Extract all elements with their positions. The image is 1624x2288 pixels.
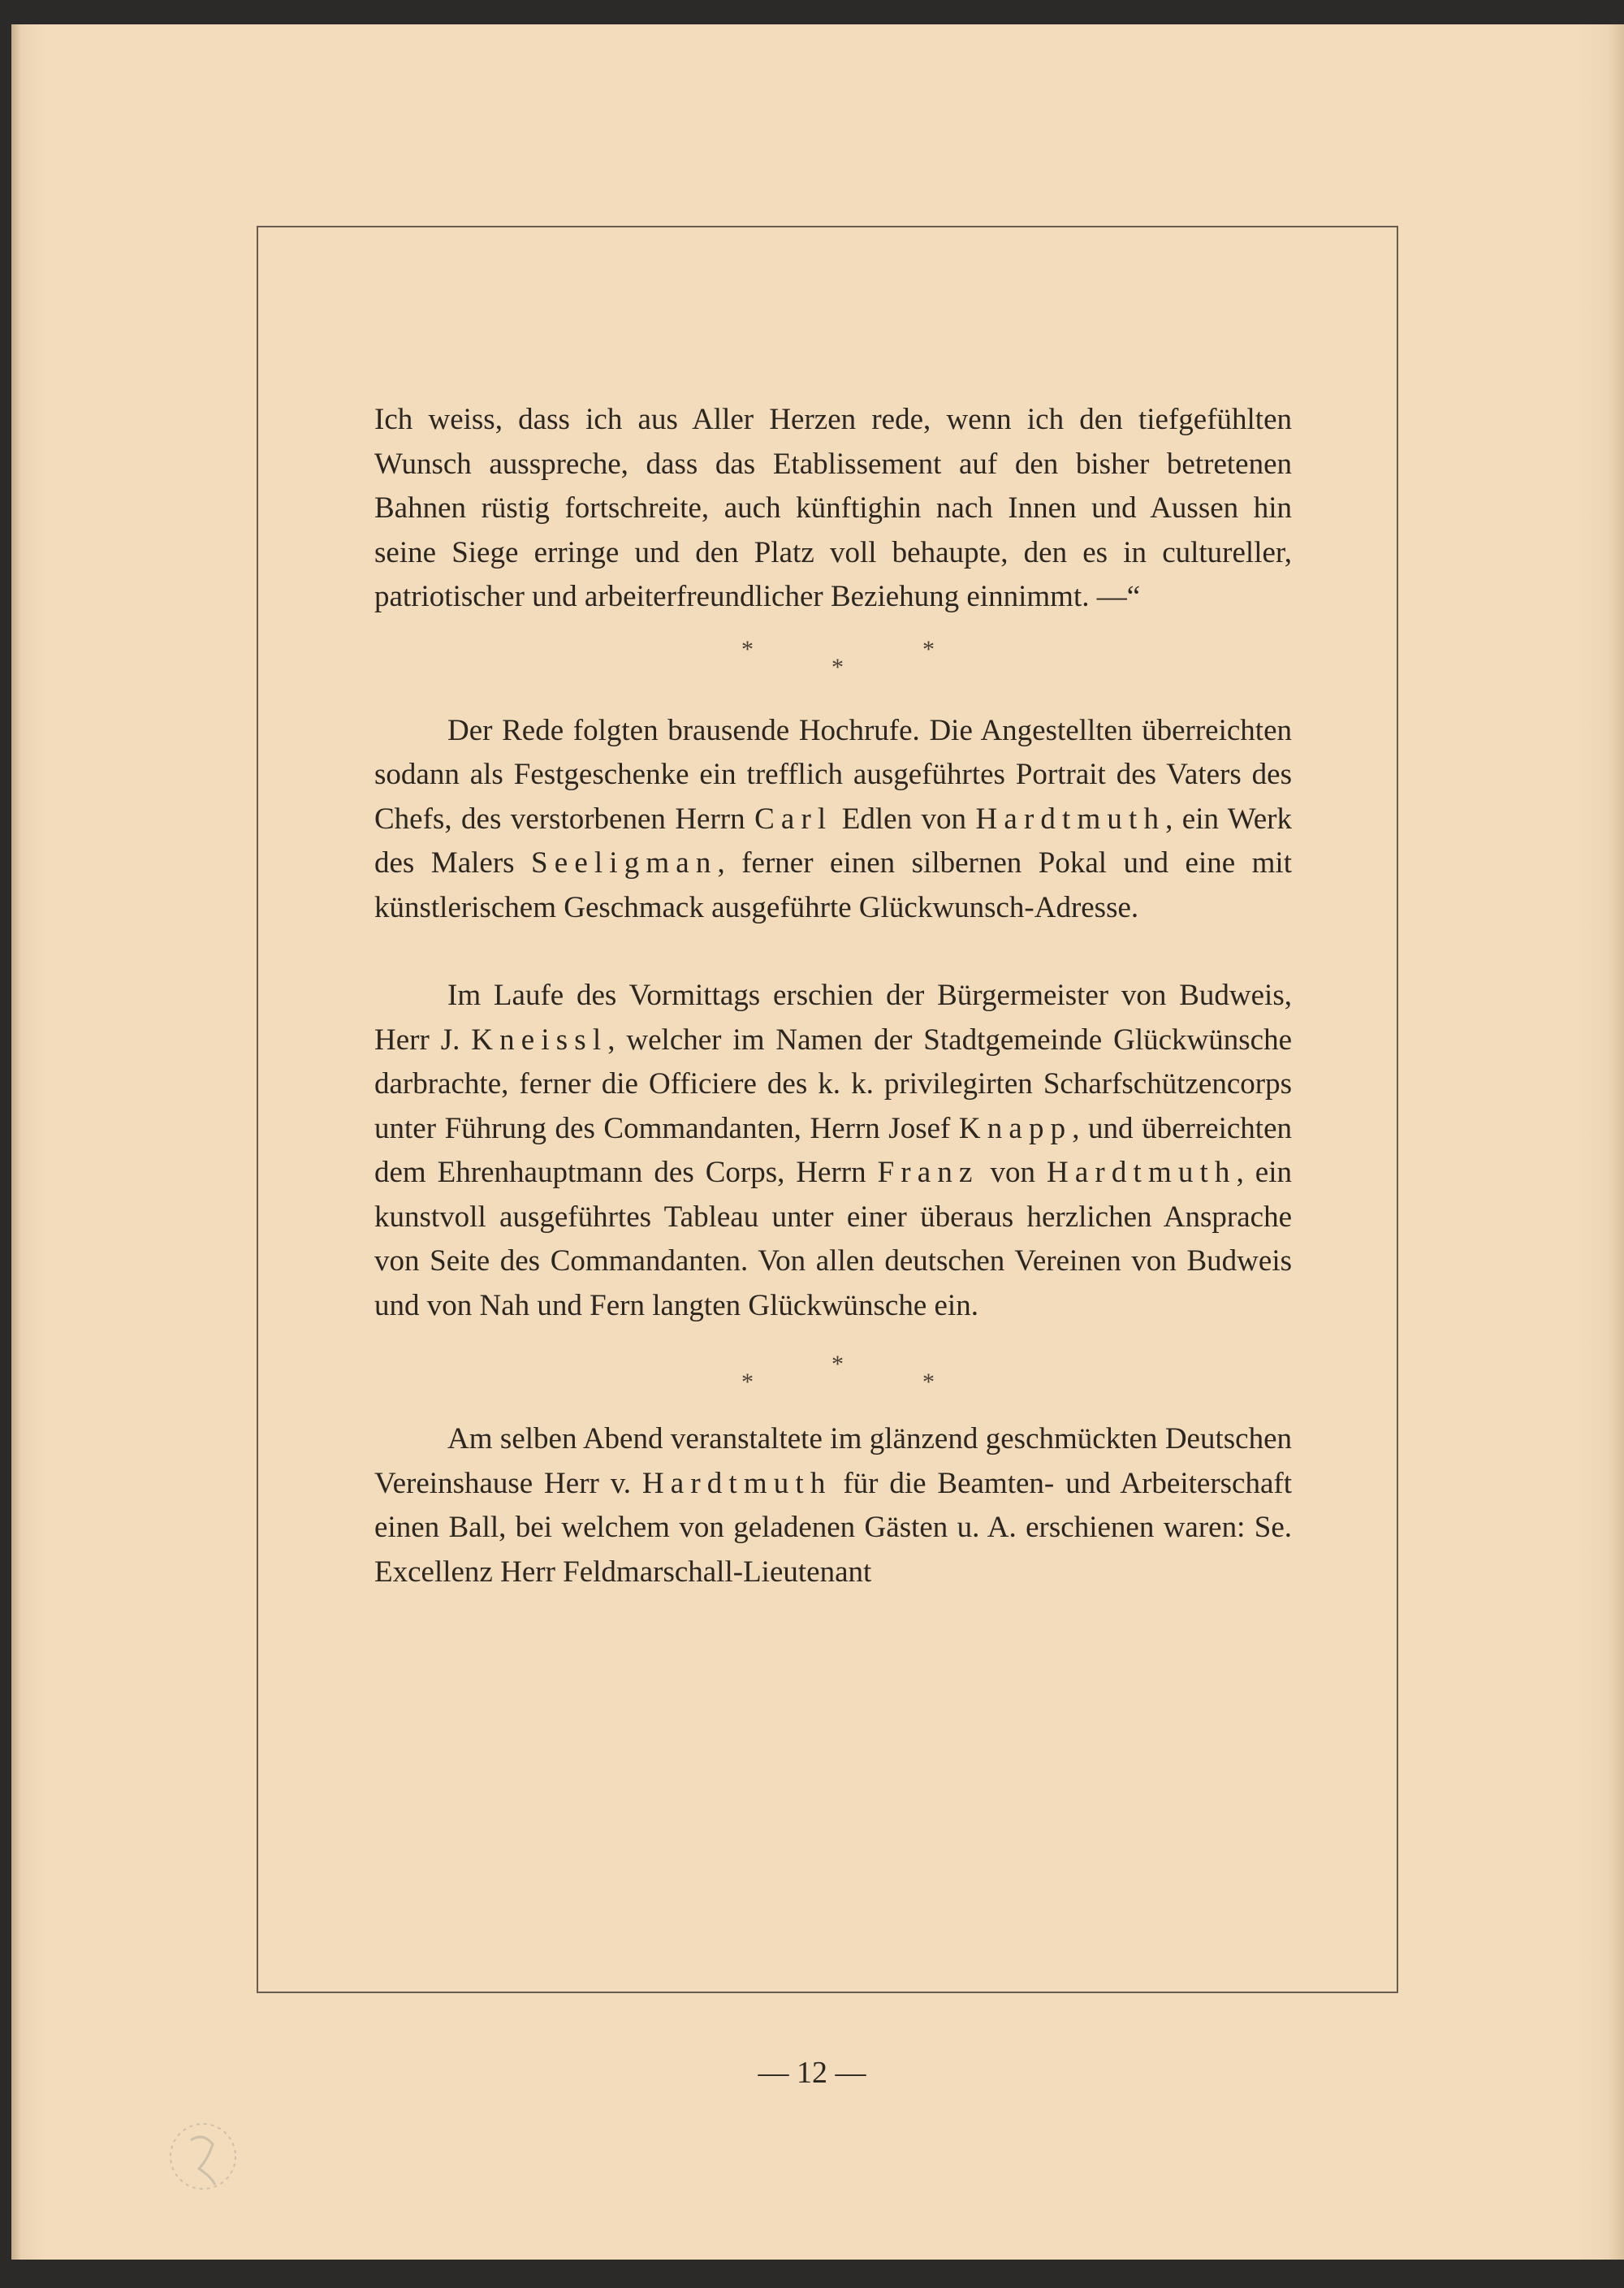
- p2-text: Edlen von: [832, 802, 976, 836]
- paragraph-gap: [374, 930, 1292, 974]
- p3-text: von: [978, 1156, 1047, 1189]
- section-separator-1: [374, 620, 1292, 709]
- separator-star: *: [922, 635, 935, 663]
- p2-name-hardtmuth: Hardtmuth: [975, 802, 1166, 836]
- p4-text: Am selben Abend veranstaltete im glänzend geschmückten Deutschen Vereinshause Herr v.: [374, 1422, 1292, 1500]
- p2-name-carl: Carl: [754, 802, 833, 836]
- paragraph-3: [374, 974, 1292, 1328]
- p3-name-hardtmuth: Hardtmuth: [1047, 1156, 1237, 1189]
- p3-text: , welcher im Namen der Stadtgemeinde Glückwünsche darbrachte, ferner die Officiere des k. k. privilegirten Scharfschützencorps unter Führung des Commandanten, Herrn Josef: [374, 1023, 1292, 1145]
- p3-name-knapp: Knapp: [958, 1111, 1073, 1145]
- paragraph-1: Ich weiss, dass ich aus Aller Herzen rede, wenn ich den tiefgefühlten Wunsch ausspreche, dass das Etablissement auf den bisher betretenen Bahnen rüstig fortschreite, auch künftighin nach Innen und Aussen hin seine Siege erringe und den Platz voll behaupte, den es in cultureller, patriotischer und arbeiterfreundlicher Beziehung einnimmt. —“: [374, 403, 1292, 613]
- p3-text: Im Laufe des Vormittags erschien der Bürgermeister von Budweis, Herr J.: [374, 979, 1292, 1057]
- separator-star: *: [922, 1369, 935, 1395]
- p4-name-hardtmuth: Hardtmuth: [641, 1466, 832, 1500]
- page-edge-left: [11, 24, 44, 2260]
- p2-text: Der Rede folgten brausende Hochrufe. Die Angestellten überreichten sodann als Festgeschenke ein trefflich ausgeführtes Portrait des Vaters des Chefs, des verstorbenen Herrn: [374, 713, 1292, 836]
- separator-star: *: [831, 1351, 844, 1378]
- p3-text: , und überreichten dem Ehrenhauptmann des Corps, Herrn: [374, 1111, 1292, 1189]
- section-separator-2: [374, 1328, 1292, 1417]
- separator-star: *: [741, 635, 754, 663]
- library-stamp-icon: [162, 2104, 244, 2209]
- p2-text: , ferner einen silbernen Pokal und eine mit künstlerischem Geschmack ausgeführte Glückwunsch-Adresse.: [374, 846, 1292, 924]
- stamp-mark-icon: [162, 2104, 244, 2209]
- page-number: — 12 —: [758, 2056, 866, 2090]
- separator-star: *: [831, 653, 844, 681]
- page-edge-right: [1575, 24, 1624, 2260]
- p3-name-kneissl: Kneissl: [471, 1023, 608, 1057]
- body-text: [374, 398, 1292, 1594]
- p4-text: für die Beamten- und Arbeiterschaft einen Ball, bei welchem von geladenen Gästen u. A. erschienen waren: Se. Excellenz Herr Feldmarschall-Lieutenant: [374, 1466, 1292, 1589]
- paragraph-2: [374, 709, 1292, 931]
- separator-star: *: [741, 1369, 754, 1395]
- p2-text: , ein Werk des Malers: [374, 802, 1292, 880]
- p3-name-franz: Franz: [877, 1156, 979, 1189]
- paragraph-4: [374, 1417, 1292, 1594]
- p2-name-seeligman: Seeligman: [531, 846, 718, 880]
- p3-text: , ein kunstvoll ausgeführtes Tableau unter einer überaus herzlichen Ansprache von Seite des Commandanten. Von allen deutschen Vereinen von Budweis und von Nah und Fern langten Glückwünsche ein.: [374, 1156, 1293, 1322]
